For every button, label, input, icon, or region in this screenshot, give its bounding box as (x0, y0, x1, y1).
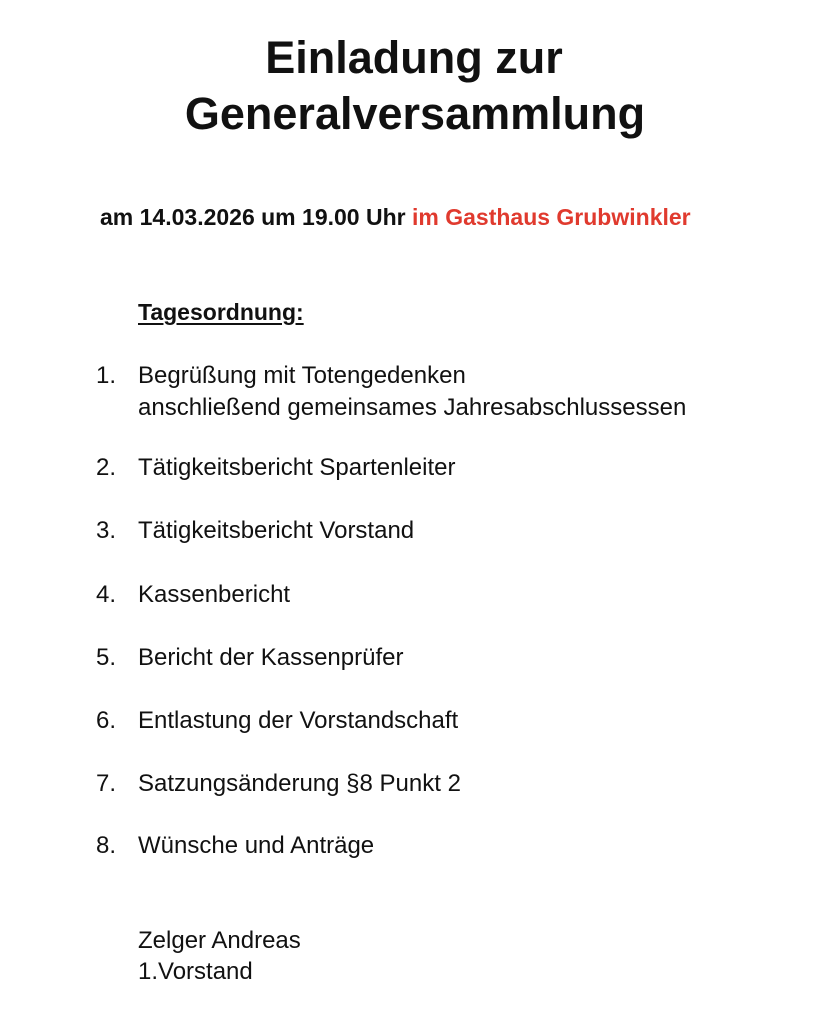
agenda-item-text: Bericht der Kassenprüfer (138, 644, 404, 671)
event-location: im Gasthaus Grubwinkler (411, 204, 691, 230)
agenda-item-number: 6. (96, 707, 117, 734)
agenda-item-number: 2. (96, 454, 117, 481)
agenda-item-subtext: anschließend gemeinsames Jahresabschlussessen (138, 394, 687, 421)
title-line-2: Generalversammlung (184, 88, 646, 139)
event-date-location (100, 200, 691, 234)
agenda-item-number: 5. (96, 644, 117, 671)
agenda-item-text: Wünsche und Anträge (138, 832, 375, 859)
agenda-item-number: 4. (96, 581, 117, 608)
agenda-item-number: 1. (96, 362, 117, 389)
agenda-item-text: Kassenbericht (138, 581, 291, 608)
agenda-item-text: Begrüßung mit Totengedenken (138, 362, 466, 389)
agenda-heading: Tagesordnung: (138, 299, 304, 325)
signature-block (138, 925, 301, 987)
agenda-item-text: Satzungsänderung §8 Punkt 2 (138, 770, 461, 797)
title-line-1: Einladung zur (265, 32, 563, 83)
event-date-time: am 14.03.2026 um 19.00 Uhr (100, 204, 406, 230)
agenda-item-number: 7. (96, 770, 117, 797)
agenda-item-number: 8. (96, 832, 117, 859)
agenda-item-text: Tätigkeitsbericht Vorstand (138, 517, 415, 544)
signature-name: Zelger Andreas (138, 927, 301, 954)
agenda-item-number: 3. (96, 517, 117, 544)
agenda-item-text: Tätigkeitsbericht Spartenleiter (138, 454, 456, 481)
agenda-item-text: Entlastung der Vorstandschaft (138, 707, 459, 734)
page-title (0, 30, 830, 142)
signature-role: 1.Vorstand (138, 958, 253, 985)
